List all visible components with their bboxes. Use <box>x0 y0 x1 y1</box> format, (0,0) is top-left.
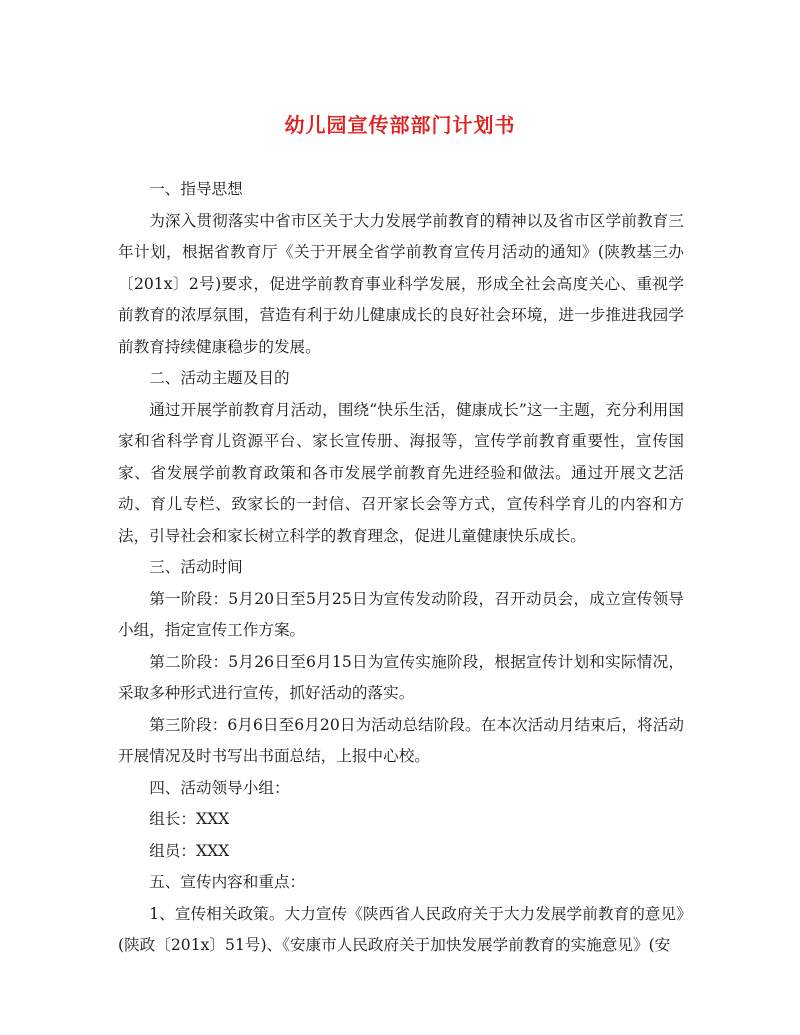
paragraph-phase-two: 第二阶段：5月26日至6月15日为宣传实施阶段，根据宣传计划和实际情况，采取多种形式进行宣传，抓好活动的落实。 <box>118 652 684 702</box>
document-title: 幼儿园宣传部部门计划书 <box>284 113 516 137</box>
paragraph-policy-promotion: 1、宣传相关政策。大力宣传《陕西省人民政府关于大力发展学前教育的意见》(陕政〔201x〕51号)、《安康市人民政府关于加快发展学前教育的实施意见》(安 <box>118 904 684 954</box>
paragraph-theme-purpose: 通过开展学前教育月活动，围绕“快乐生活，健康成长”这一主题，充分利用国家和省科学育儿资源平台、家长宣传册、海报等，宣传学前教育重要性，宣传国家、省发展学前教育政策和各市发展学前教育先进经验和做法。通过开展文艺活动、育儿专栏、致家长的一封信、召开家长会等方式，宣传科学育儿的内容和方法，引导社会和家长树立科学的教育理念，促进儿童健康快乐成长。 <box>118 400 684 545</box>
paragraph-guiding-ideology: 为深入贯彻落实中省市区关于大力发展学前教育的精神以及省市区学前教育三年计划，根据省教育厅《关于开展全省学前教育宣传月活动的通知》(陕教基三办〔201x〕2号)要求，促进学前教育事业科学发展，形成全社会高度关心、重视学前教育的浓厚氛围，营造有利于幼儿健康成长的良好社会环境，进一步推进我园学前教育持续健康稳步的发展。 <box>118 211 684 356</box>
paragraph-group-leader: 组长：XXX <box>149 810 230 828</box>
section-heading-content-focus: 五、宣传内容和重点： <box>149 873 306 891</box>
paragraph-group-members: 组员：XXX <box>149 841 230 860</box>
section-heading-activity-time: 三、活动时间 <box>149 558 243 576</box>
paragraph-phase-one: 第一阶段：5月20日至5月25日为宣传发动阶段，召开动员会，成立宣传领导小组，指定宣传工作方案。 <box>118 589 684 639</box>
paragraph-phase-three: 第三阶段：6月6日至6月20日为活动总结阶段。在本次活动月结束后，将活动开展情况及时书写出书面总结，上报中心校。 <box>118 715 684 765</box>
section-heading-theme-purpose: 二、活动主题及目的 <box>149 369 290 387</box>
section-heading-leadership-group: 四、活动领导小组： <box>149 778 290 797</box>
section-heading-guiding-ideology: 一、指导思想 <box>149 180 243 198</box>
document-body <box>118 174 684 962</box>
